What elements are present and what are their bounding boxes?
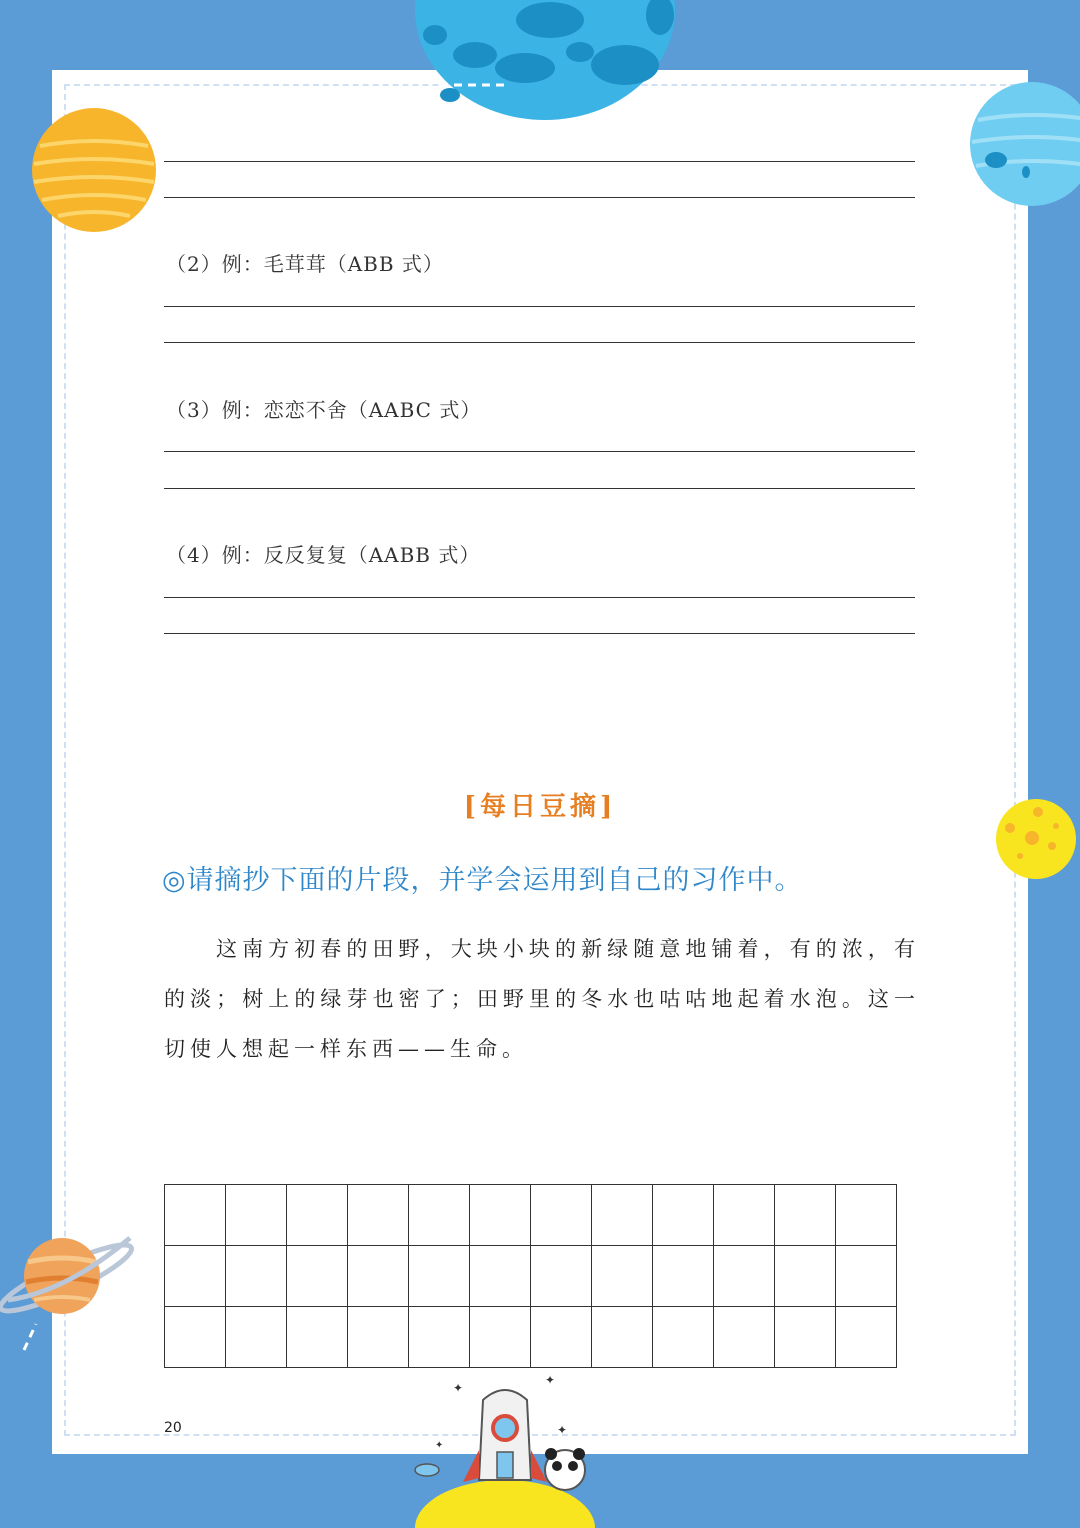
grid-cell[interactable] — [653, 1185, 714, 1246]
grid-cell[interactable] — [592, 1307, 653, 1368]
question-label: （2）例：毛茸茸（ABB 式） — [166, 252, 444, 276]
grid-row — [165, 1185, 897, 1246]
grid-cell[interactable] — [592, 1246, 653, 1307]
grid-cell[interactable] — [836, 1246, 897, 1307]
grid-cell[interactable] — [409, 1246, 470, 1307]
grid-cell[interactable] — [348, 1246, 409, 1307]
section-title: [每日豆摘] — [463, 792, 617, 822]
grid-cell[interactable] — [714, 1246, 775, 1307]
grid-cell[interactable] — [470, 1307, 531, 1368]
grid-cell[interactable] — [165, 1307, 226, 1368]
question-label: （4）例：反反复复（AABB 式） — [166, 543, 481, 567]
answer-line[interactable] — [164, 488, 915, 489]
answer-line[interactable] — [164, 161, 915, 162]
grid-cell[interactable] — [409, 1185, 470, 1246]
instruction-text: ◎请摘抄下面的片段，并学会运用到自己的习作中。 — [162, 865, 803, 896]
grid-cell[interactable] — [714, 1185, 775, 1246]
passage-text: 这南方初春的田野，大块小块的新绿随意地铺着，有的浓，有的淡；树上的绿芽也密了；田野里的冬水也咕咕地起着水泡。这一切使人想起一样东西——生命。 — [164, 937, 920, 1061]
grid-cell[interactable] — [775, 1246, 836, 1307]
grid-cell[interactable] — [775, 1185, 836, 1246]
grid-cell[interactable] — [287, 1185, 348, 1246]
grid-cell[interactable] — [470, 1185, 531, 1246]
answer-line[interactable] — [164, 451, 915, 452]
grid-row — [165, 1246, 897, 1307]
crater-planet-overlap — [380, 0, 710, 125]
grid-cell[interactable] — [470, 1246, 531, 1307]
grid-cell[interactable] — [531, 1185, 592, 1246]
grid-cell[interactable] — [226, 1246, 287, 1307]
rocket-panda-icon — [405, 1370, 615, 1528]
grid-cell[interactable] — [836, 1307, 897, 1368]
answer-line[interactable] — [164, 633, 915, 634]
svg-text:✦: ✦ — [545, 1373, 556, 1387]
grid-cell[interactable] — [531, 1307, 592, 1368]
grid-cell[interactable] — [348, 1307, 409, 1368]
svg-text:✦: ✦ — [435, 1440, 444, 1451]
ringed-planet-icon — [0, 1232, 140, 1357]
grid-cell[interactable] — [653, 1246, 714, 1307]
question-label: （3）例：恋恋不舍（AABC 式） — [166, 398, 482, 422]
svg-text:✦: ✦ — [453, 1381, 464, 1395]
grid-cell[interactable] — [226, 1185, 287, 1246]
answer-line[interactable] — [164, 306, 915, 307]
grid-cell[interactable] — [714, 1307, 775, 1368]
writing-grid[interactable] — [164, 1184, 897, 1368]
grid-cell[interactable] — [348, 1185, 409, 1246]
answer-line[interactable] — [164, 597, 915, 598]
grid-cell[interactable] — [775, 1307, 836, 1368]
grid-cell[interactable] — [165, 1185, 226, 1246]
answer-line[interactable] — [164, 197, 915, 198]
yellow-planet-icon — [30, 106, 158, 234]
grid-cell[interactable] — [226, 1307, 287, 1368]
grid-cell[interactable] — [836, 1185, 897, 1246]
grid-cell[interactable] — [592, 1185, 653, 1246]
grid-cell[interactable] — [287, 1307, 348, 1368]
grid-cell[interactable] — [409, 1307, 470, 1368]
grid-cell[interactable] — [531, 1246, 592, 1307]
grid-cell[interactable] — [165, 1246, 226, 1307]
grid-cell[interactable] — [653, 1307, 714, 1368]
blue-planet-icon — [970, 80, 1080, 208]
answer-line[interactable] — [164, 342, 915, 343]
grid-row — [165, 1307, 897, 1368]
svg-text:✦: ✦ — [557, 1423, 568, 1437]
grid-cell[interactable] — [287, 1246, 348, 1307]
page-number: 20 — [164, 1420, 182, 1436]
